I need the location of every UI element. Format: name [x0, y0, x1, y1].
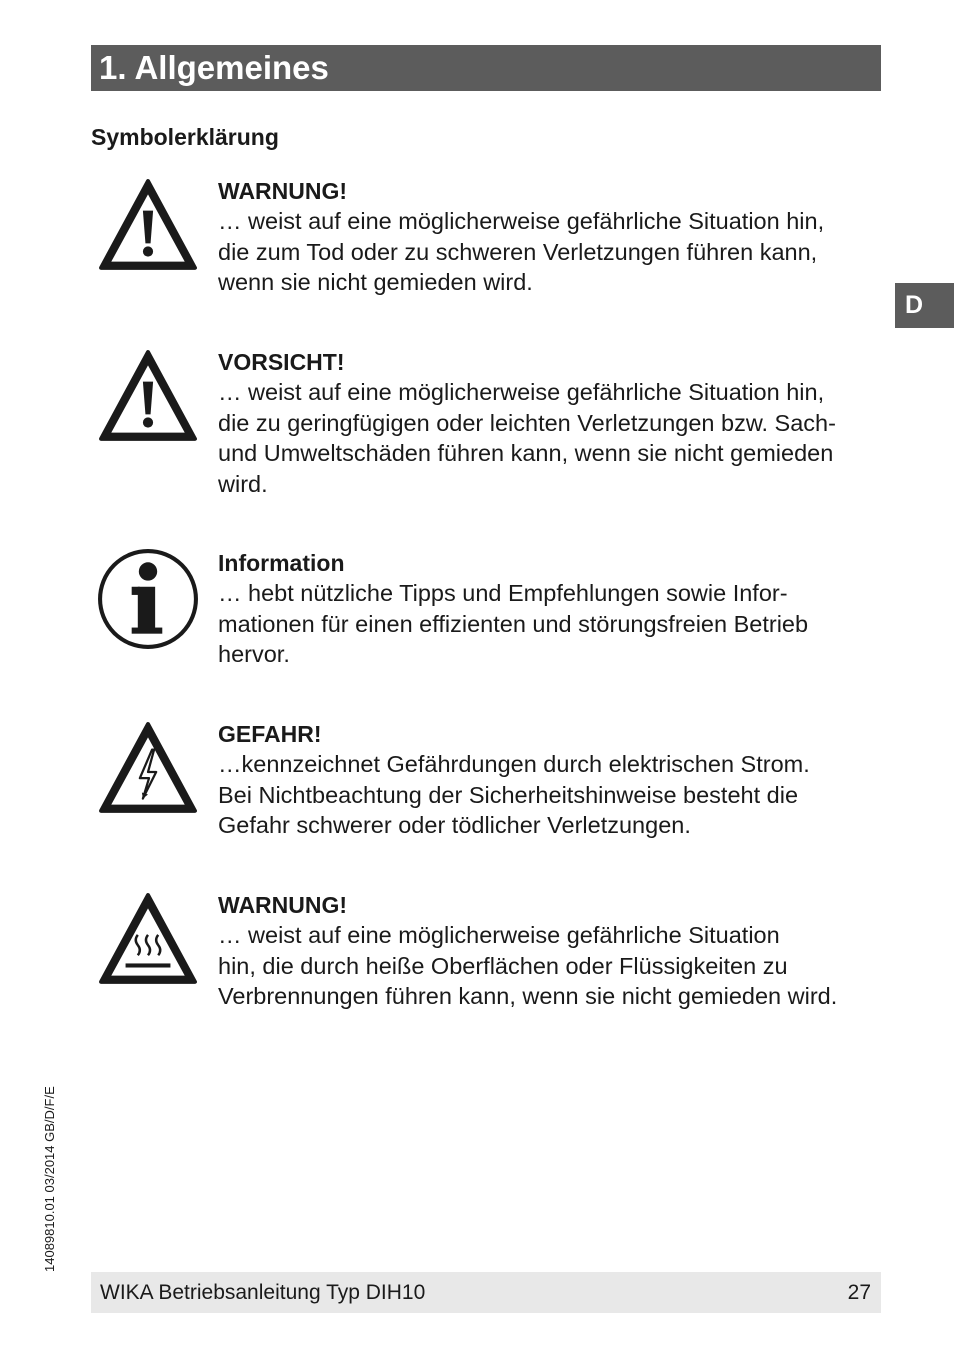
hot-surface-icon — [97, 890, 199, 992]
block-heading: VORSICHT! — [218, 349, 345, 375]
chapter-header — [91, 45, 881, 91]
block-body: …kennzeichnet Gefährdungen durch elektrischen Strom. Bei Nichtbeachtung der Sicherheitshinweise besteht die Gefahr schwerer oder tödlicher Verletzungen. — [218, 751, 810, 839]
symbol-block-hot-surface — [91, 890, 891, 1020]
block-body: … weist auf eine möglicherweise gefährliche Situation hin, die zu geringfügigen oder leichten Verletzungen bzw. Sach- und Umweltschäden führen kann, wenn sie nicht gemieden wird. — [218, 379, 836, 498]
block-body: … weist auf eine möglicherweise gefährliche Situation hin, die zum Tod oder zu schweren Verletzungen führen kann, wenn sie nicht gemieden wird. — [218, 208, 825, 296]
warning-triangle-icon — [97, 176, 199, 278]
symbol-block-information — [91, 548, 891, 678]
caution-triangle-icon — [97, 347, 199, 449]
block-body: … hebt nützliche Tipps und Empfehlungen sowie Infor- mationen für einen effizienten und störungsfreien Betrieb hervor. — [218, 580, 809, 668]
page-footer — [91, 1272, 881, 1313]
block-heading: Information — [218, 550, 345, 576]
chapter-title: 1. Allgemeines — [99, 49, 329, 86]
language-tab: D — [895, 283, 954, 328]
information-icon — [97, 548, 199, 650]
symbol-block-danger — [91, 719, 891, 849]
footer-title: WIKA Betriebsanleitung Typ DIH10 — [100, 1281, 426, 1304]
page-number: 27 — [847, 1281, 871, 1304]
block-heading: GEFAHR! — [218, 721, 322, 747]
block-body: … weist auf eine möglicherweise gefährliche Situation hin, die durch heiße Oberflächen oder Flüssigkeiten zu Verbrennungen führen kann, wenn sie nicht gemieden wird. — [218, 922, 838, 1010]
symbol-block-warning — [91, 176, 891, 306]
document-code: 14089810.01 03/2014 GB/D/F/E — [42, 1086, 57, 1272]
block-heading: WARNUNG! — [218, 178, 348, 204]
electric-hazard-icon — [97, 719, 199, 821]
section-title: Symbolerklärung — [91, 124, 279, 150]
symbol-block-caution — [91, 347, 891, 507]
block-heading: WARNUNG! — [218, 892, 348, 918]
